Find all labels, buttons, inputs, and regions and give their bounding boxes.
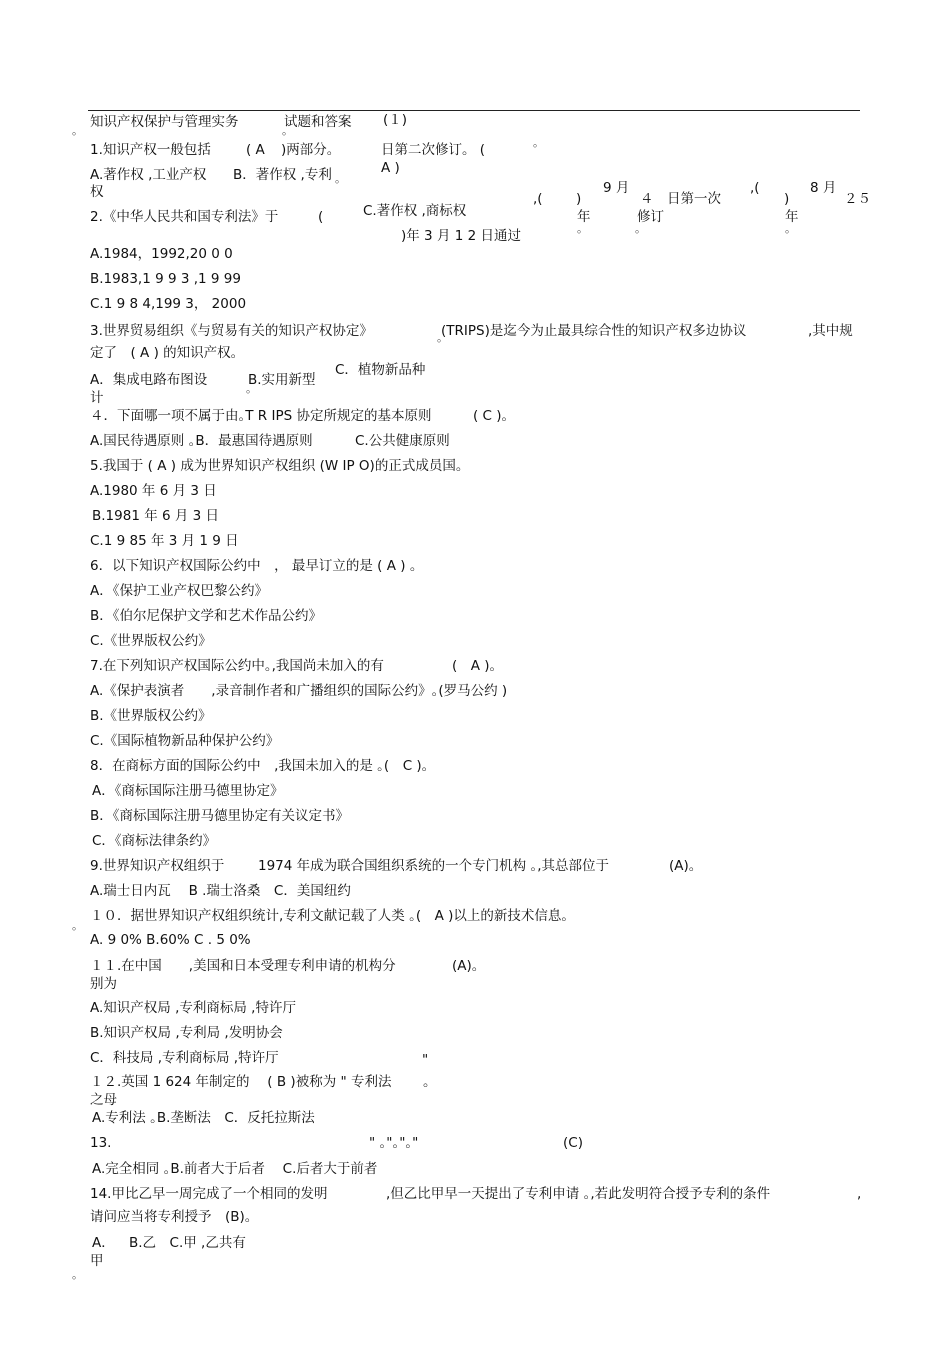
q9-options: A.瑞士日内瓦 B .瑞士洛桑 C．美国纽约: [90, 883, 351, 899]
q2-comma2: ,(: [750, 180, 760, 196]
q8-option-a: A．《商标国际注册马德里协定》: [92, 783, 284, 799]
q2-stem: 2.《中华人民共和国专利法》于: [90, 209, 279, 225]
q12-stem-cont: 之母: [90, 1092, 117, 1108]
q2-revision: 修订: [637, 209, 664, 225]
q7-answer: ( A )。: [452, 658, 504, 674]
doc-title: 知识产权保护与管理实务: [90, 114, 239, 130]
q1-stem: 1.知识产权一般包括: [90, 142, 211, 158]
q5-option-c: C.1 9 85 年 3 月 1 9 日: [90, 533, 239, 549]
q6-stem: 6．以下知识产权国际公约中 ， 最早订立的是 ( A ) 。: [90, 558, 424, 574]
q12-stem-tail: 。: [423, 1074, 437, 1090]
q2-passed: )年 3 月 1 2 日通过: [401, 228, 521, 244]
q1-option-a-cont: 权: [90, 184, 104, 200]
q3-stem: 3.世界贸易组织《与贸易有关的知识产权协定》: [90, 323, 373, 339]
q6-option-b: B．《伯尔尼保护文学和艺术作品公约》: [90, 608, 323, 624]
q2-month8: 8 月: [810, 180, 837, 196]
q1-option-b: B．著作权 ,专利: [233, 167, 332, 183]
q2-option-c: C.1 9 8 4,199 3， 2000: [90, 296, 247, 312]
q7-stem: 7.在下列知识产权国际公约中｡,我国尚未加入的有: [90, 658, 384, 674]
q9-mid: 1974 年成为联合国组织系统的一个专门机构 ｡,其总部位于: [258, 858, 609, 874]
q3-line2: 定了 ( A ) 的知识产权。: [90, 345, 245, 361]
q7-option-b: B.《世界版权公约》: [90, 708, 212, 724]
q10-stem: １０．据世界知识产权组织统计,专利文献记载了人类 ｡( A )以上的新技术信息。: [90, 908, 575, 924]
q2-close: ): [576, 191, 582, 207]
q4-answer: ( C )。: [473, 408, 516, 424]
stray-mark: ｡: [72, 1268, 78, 1281]
stray-mark: ｡: [246, 382, 252, 395]
q5-stem: 5.我国于 ( A ) 成为世界知识产权组织 (W IP O)的正式成员国。: [90, 458, 470, 474]
q2-close2: ): [784, 191, 790, 207]
stray-mark: ｡: [72, 124, 78, 137]
q11-option-c: C．科技局 ,专利商标局 ,特许厅: [90, 1050, 279, 1066]
q3-option-a: A．集成电路布图设: [90, 372, 208, 388]
q2-comma: ,(: [533, 191, 543, 207]
q10-options: A. 9 0% B.60% C . 5 0%: [90, 932, 251, 948]
stray-mark: ｡: [282, 124, 288, 137]
q8-option-c: C．《商标法律条约》: [92, 833, 217, 849]
stray-mark: ｡: [335, 172, 341, 185]
q13-quotes: " ｡"｡"｡": [369, 1135, 419, 1151]
q5-option-b: B.1981 年 6 月 3 日: [92, 508, 220, 524]
stray-mark: ｡: [437, 331, 443, 344]
stray-mark: ｡: [785, 222, 791, 235]
q11-stem-cont: 别为: [90, 976, 117, 992]
q11-answer: (A)。: [452, 958, 486, 974]
q13-answer: (C): [563, 1135, 583, 1151]
q2-year: 年: [577, 209, 591, 225]
q12-stem: １２.英国 1 624 年制定的 ( B )被称为 " 专利法: [90, 1074, 392, 1090]
q3-option-c: C．植物新品种: [335, 362, 426, 378]
q2-first-revision: 日第一次: [667, 191, 721, 207]
q14-options-bc: B.乙 C.甲 ,乙共有: [129, 1235, 246, 1251]
q4-options: A.国民待遇原则 ｡B．最惠国待遇原则: [90, 433, 313, 449]
doc-subtitle: 试题和答案: [284, 114, 352, 130]
doc-number: (１): [383, 112, 408, 128]
stray-mark: ｡: [533, 136, 539, 149]
q6-option-a: A．《保护工业产权巴黎公约》: [90, 583, 268, 599]
q2-day25: ２５: [844, 191, 871, 207]
q12-options: A.专利法 ｡B.垄断法 C．反托拉斯法: [92, 1110, 315, 1126]
q13-stem: 13.: [90, 1135, 112, 1151]
q4-stem: ４．下面哪一项不属于由｡T R IPS 协定所规定的基本原则: [90, 408, 432, 424]
q2-paren: (: [318, 209, 324, 225]
q14-option-a-cont: 甲: [90, 1253, 104, 1269]
q3-tail: ,其中规: [808, 323, 853, 339]
q11-stem: １１.在中国 ,美国和日本受理专利申请的机构分: [90, 958, 396, 974]
q11-option-b: B.知识产权局 ,专利局 ,发明协会: [90, 1025, 283, 1041]
q9-stem: 9.世界知识产权组织于: [90, 858, 225, 874]
q14-tail: ,: [857, 1186, 862, 1202]
q6-option-c: C.《世界版权公约》: [90, 633, 212, 649]
q1-option-a: A.著作权 ,工业产权: [90, 167, 207, 183]
q14-option-a: A．: [92, 1235, 115, 1251]
stray-quote: ": [422, 1052, 429, 1068]
q13-options: A.完全相同 ｡B.前者大于后者 C.后者大于前者: [92, 1161, 378, 1177]
q8-option-b: B．《商标国际注册马德里协定有关议定书》: [90, 808, 350, 824]
header-rule: [88, 110, 860, 111]
stray-mark: ｡: [577, 222, 583, 235]
q14-line2: 请问应当将专利授予 (B)。: [90, 1209, 259, 1225]
q1-option-c: C.著作权 ,商标权: [363, 203, 467, 219]
q11-option-a: A.知识产权局 ,专利商标局 ,特许厅: [90, 1000, 296, 1016]
q3-option-a-cont: 计: [90, 390, 104, 406]
q3-trips: (TRIPS)是迄今为止最具综合性的知识产权多边协议: [441, 323, 747, 339]
q2-option-b: B.1983,1 9 9 3 ,1 9 99: [90, 271, 241, 287]
q14-mid: ,但乙比甲早一天提出了专利申请 ｡,若此发明符合授予专利的条件: [386, 1186, 771, 1202]
q2-month9: 9 月: [603, 180, 630, 196]
q2-option-a: A.1984，1992,20 0 0: [90, 246, 233, 262]
q2-year2: 年: [785, 209, 799, 225]
stray-mark: ｡: [635, 222, 641, 235]
q4-option-c: C.公共健康原则: [355, 433, 450, 449]
q2-day4: ４: [640, 191, 654, 207]
q7-option-c: C.《国际植物新品种保护公约》: [90, 733, 280, 749]
stray-mark: ｡: [72, 919, 78, 932]
q5-option-a: A.1980 年 6 月 3 日: [90, 483, 217, 499]
q1-tail: )两部分。: [281, 142, 341, 158]
q2-float-answer: A ): [381, 160, 400, 176]
q2-float-text: 日第二次修订。 (: [381, 142, 486, 158]
q1-answer: ( A: [246, 142, 265, 158]
q3-option-b: B.实用新型: [248, 372, 316, 388]
q9-answer: (A)。: [669, 858, 703, 874]
q14-stem: 14.甲比乙早一周完成了一个相同的发明: [90, 1186, 328, 1202]
q8-stem: 8．在商标方面的国际公约中 ,我国未加入的是 ｡( C )。: [90, 758, 436, 774]
q7-option-a: A.《保护表演者 ,录音制作者和广播组织的国际公约》｡(罗马公约 ): [90, 683, 508, 699]
